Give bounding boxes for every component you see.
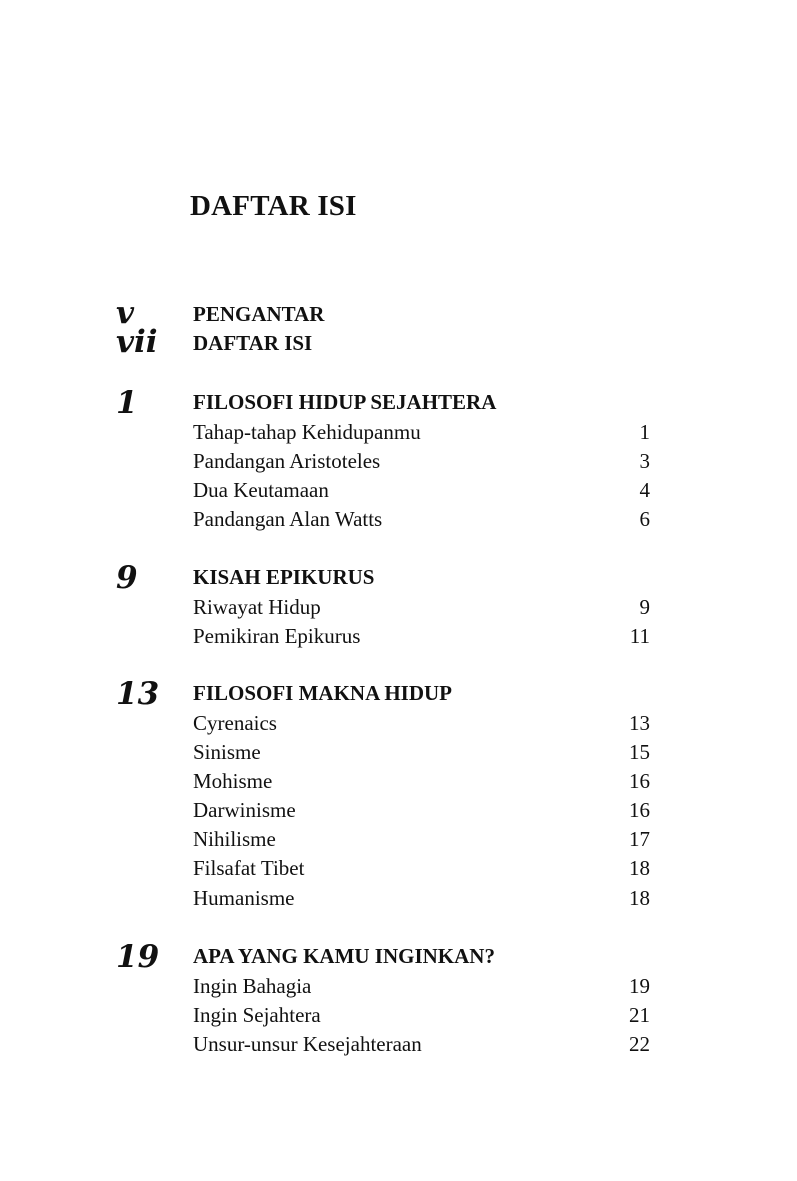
toc-entry[interactable] <box>193 825 650 854</box>
entry-label: Ingin Bahagia <box>193 974 312 998</box>
entry-label: Cyrenaics <box>193 711 277 735</box>
chapter-title: APA YANG KAMU INGINKAN? <box>193 944 495 968</box>
chapter-number: 13 <box>116 676 160 712</box>
chapter-title: FILOSOFI MAKNA HIDUP <box>193 681 453 705</box>
entry-page: 21 <box>629 1003 650 1027</box>
entry-page: 11 <box>629 624 650 648</box>
chapter-number: v <box>116 295 135 331</box>
toc-entry[interactable] <box>193 884 650 913</box>
entry-label: Tahap-tahap Kehidupanmu <box>193 420 421 444</box>
entry-page: 18 <box>629 886 650 910</box>
toc-entry[interactable] <box>193 854 650 883</box>
entry-label: Riwayat Hidup <box>193 595 321 619</box>
chapter-title: PENGANTAR <box>193 302 325 326</box>
entry-label: Darwinisme <box>193 798 296 822</box>
chapter-number: 1 <box>116 385 138 421</box>
entry-page: 6 <box>639 507 650 531</box>
entry-label: Pandangan Alan Watts <box>193 507 383 531</box>
entry-page: 15 <box>629 740 650 764</box>
entry-label: Filsafat Tibet <box>193 856 305 880</box>
entry-label: Ingin Sejahtera <box>193 1003 321 1027</box>
entry-page: 9 <box>639 595 650 619</box>
toc-entry[interactable] <box>193 1030 650 1059</box>
toc-entry[interactable] <box>193 622 650 651</box>
toc-entry[interactable] <box>193 767 650 796</box>
toc-entry[interactable] <box>193 796 650 825</box>
toc-entry[interactable] <box>193 1001 650 1030</box>
entry-label: Pandangan Aristoteles <box>193 449 381 473</box>
entry-label: Pemikiran Epikurus <box>193 624 361 648</box>
entry-page: 13 <box>629 711 650 735</box>
toc-entry[interactable] <box>193 418 650 447</box>
chapter-title: FILOSOFI HIDUP SEJAHTERA <box>193 390 497 414</box>
page-title: DAFTAR ISI <box>190 190 357 222</box>
entry-label: Unsur-unsur Kesejahteraan <box>193 1032 422 1056</box>
entry-page: 16 <box>629 769 650 793</box>
entry-page: 18 <box>629 856 650 880</box>
entry-page: 3 <box>639 449 650 473</box>
chapter-title: KISAH EPIKURUS <box>193 565 375 589</box>
toc-entry[interactable] <box>193 972 650 1001</box>
entry-page: 19 <box>629 974 650 998</box>
toc-entry[interactable] <box>193 738 650 767</box>
toc-entry[interactable] <box>193 447 650 476</box>
entry-label: Dua Keutamaan <box>193 478 329 502</box>
entry-label: Mohisme <box>193 769 273 793</box>
chapter-number: vii <box>116 324 158 360</box>
entry-page: 16 <box>629 798 650 822</box>
toc-entry[interactable] <box>193 505 650 534</box>
toc-entry[interactable] <box>193 476 650 505</box>
chapter-number: 19 <box>116 939 160 975</box>
entry-page: 17 <box>629 827 650 851</box>
entry-page: 22 <box>629 1032 650 1056</box>
entry-page: 4 <box>639 478 650 502</box>
toc-entry[interactable] <box>193 709 650 738</box>
entry-label: Humanisme <box>193 886 295 910</box>
toc-entry[interactable] <box>193 593 650 622</box>
entry-label: Sinisme <box>193 740 261 764</box>
chapter-number: 9 <box>116 560 138 596</box>
entry-page: 1 <box>639 420 650 444</box>
chapter-title: DAFTAR ISI <box>193 331 313 355</box>
entry-label: Nihilisme <box>193 827 276 851</box>
